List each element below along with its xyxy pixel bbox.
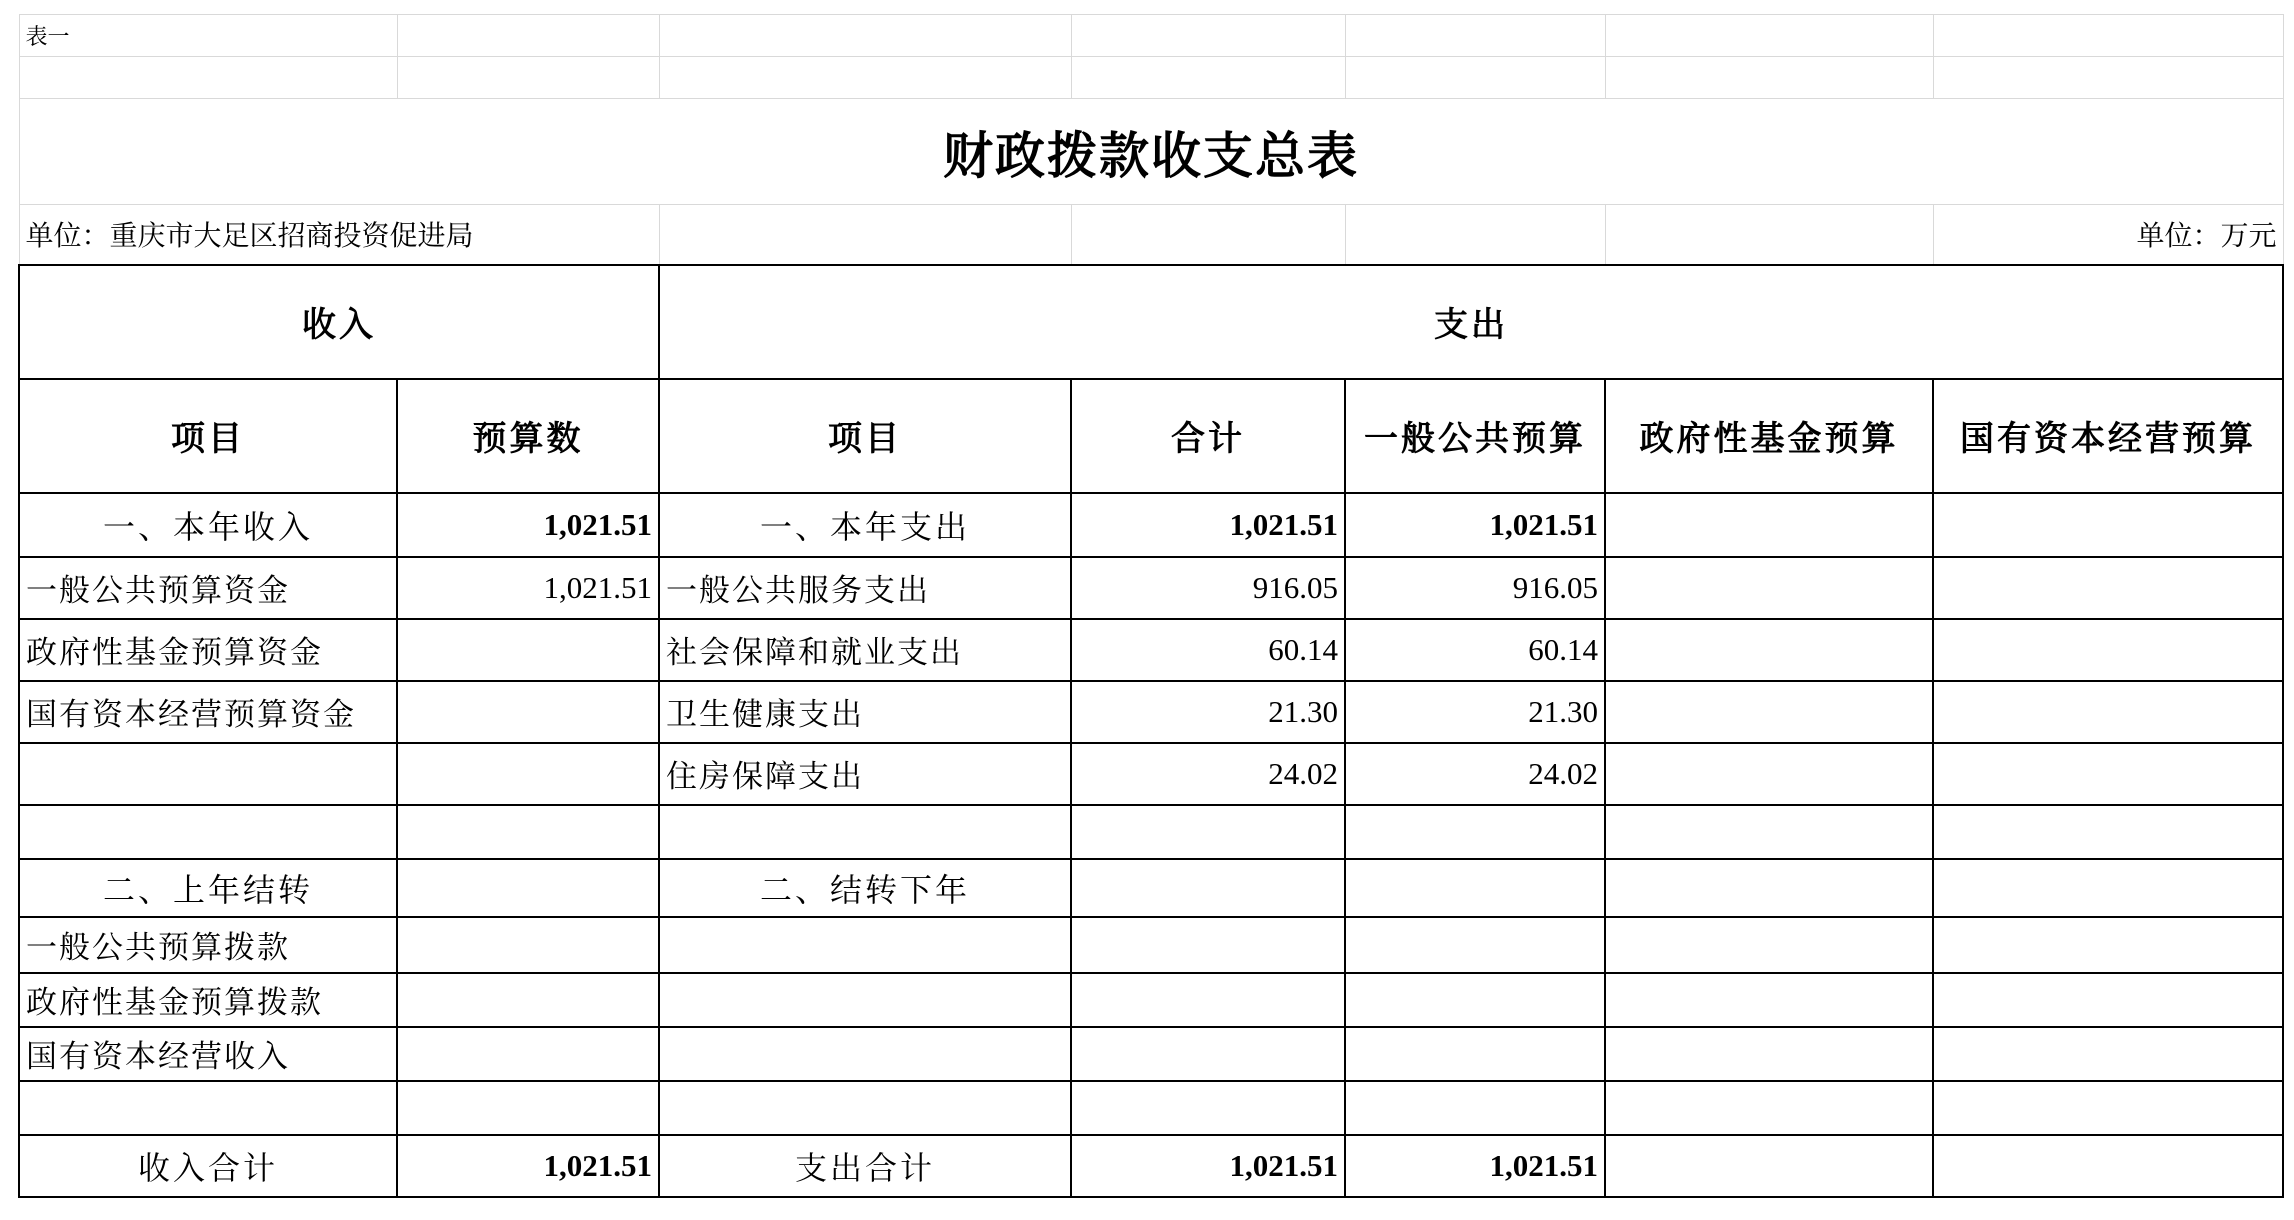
- income-budget: [397, 619, 659, 681]
- expense-total: [1071, 917, 1345, 973]
- total-row: [19, 1135, 2283, 1197]
- expense-state-capital: [1933, 973, 2283, 1027]
- expense-general: 916.05: [1345, 557, 1605, 619]
- table-row: [19, 743, 2283, 805]
- expense-gov-fund: [1605, 805, 1933, 859]
- expense-state-capital: [1933, 743, 2283, 805]
- col-header-expense-item: 项目: [659, 379, 1071, 493]
- income-header: 收入: [19, 265, 659, 379]
- income-budget: [397, 973, 659, 1027]
- table-row: [19, 1081, 2283, 1135]
- expense-item: 住房保障支出: [659, 743, 1071, 805]
- expense-state-capital: [1933, 557, 2283, 619]
- table-row: [19, 619, 2283, 681]
- table-row: [19, 1027, 2283, 1081]
- expense-gov-fund: [1605, 1081, 1933, 1135]
- expense-gov-fund: [1605, 557, 1933, 619]
- expense-general: [1345, 973, 1605, 1027]
- expense-total: [1071, 973, 1345, 1027]
- col-header-gov-fund: 政府性基金预算: [1605, 379, 1933, 493]
- expense-item: 社会保障和就业支出: [659, 619, 1071, 681]
- expense-total-label: 支出合计: [659, 1135, 1071, 1197]
- expense-state-capital: [1933, 681, 2283, 743]
- income-budget: [397, 917, 659, 973]
- expense-state-capital: [1933, 619, 2283, 681]
- expense-item: 卫生健康支出: [659, 681, 1071, 743]
- expense-state-capital: [1933, 859, 2283, 917]
- expense-gov-fund: [1605, 973, 1933, 1027]
- income-budget: 1,021.51: [397, 493, 659, 557]
- income-item: 一般公共预算拨款: [19, 917, 397, 973]
- income-item: 国有资本经营收入: [19, 1027, 397, 1081]
- expense-gov-fund: [1605, 1027, 1933, 1081]
- col-header-total: 合计: [1071, 379, 1345, 493]
- table-row: [19, 681, 2283, 743]
- sheet-tag: 表一: [19, 15, 397, 57]
- income-item: 政府性基金预算拨款: [19, 973, 397, 1027]
- income-budget: [397, 681, 659, 743]
- expense-total: [1071, 859, 1345, 917]
- expense-total-gov-fund: [1605, 1135, 1933, 1197]
- table-row: [19, 557, 2283, 619]
- income-item: 一、本年收入: [19, 493, 397, 557]
- expense-general: 21.30: [1345, 681, 1605, 743]
- expense-general: [1345, 1081, 1605, 1135]
- expense-item: 二、结转下年: [659, 859, 1071, 917]
- income-item: 二、上年结转: [19, 859, 397, 917]
- expense-total: 24.02: [1071, 743, 1345, 805]
- expense-item: [659, 1027, 1071, 1081]
- expense-item: 一、本年支出: [659, 493, 1071, 557]
- expense-item: [659, 917, 1071, 973]
- table-row: [19, 859, 2283, 917]
- expense-general: [1345, 859, 1605, 917]
- expense-general: [1345, 805, 1605, 859]
- expense-gov-fund: [1605, 681, 1933, 743]
- expense-total: [1071, 1081, 1345, 1135]
- expense-state-capital: [1933, 1027, 2283, 1081]
- income-item: [19, 1081, 397, 1135]
- table-row: [19, 493, 2283, 557]
- expense-gov-fund: [1605, 493, 1933, 557]
- income-total-budget: 1,021.51: [397, 1135, 659, 1197]
- table-row: [19, 805, 2283, 859]
- unit-organization: 单位：重庆市大足区招商投资促进局: [19, 205, 659, 265]
- income-budget: [397, 743, 659, 805]
- expense-item: 一般公共服务支出: [659, 557, 1071, 619]
- expense-total: 916.05: [1071, 557, 1345, 619]
- expense-general: 24.02: [1345, 743, 1605, 805]
- col-header-general-budget: 一般公共预算: [1345, 379, 1605, 493]
- expense-general: 60.14: [1345, 619, 1605, 681]
- col-header-budget: 预算数: [397, 379, 659, 493]
- income-item: 国有资本经营预算资金: [19, 681, 397, 743]
- expense-total: 60.14: [1071, 619, 1345, 681]
- income-item: [19, 743, 397, 805]
- page-title: 财政拨款收支总表: [19, 99, 2283, 205]
- expense-total: 1,021.51: [1071, 493, 1345, 557]
- expense-state-capital: [1933, 917, 2283, 973]
- expense-header: 支出: [659, 265, 2283, 379]
- table-row: [19, 973, 2283, 1027]
- income-budget: [397, 805, 659, 859]
- expense-general: 1,021.51: [1345, 493, 1605, 557]
- expense-total-state-capital: [1933, 1135, 2283, 1197]
- col-header-income-item: 项目: [19, 379, 397, 493]
- income-total-label: 收入合计: [19, 1135, 397, 1197]
- expense-gov-fund: [1605, 743, 1933, 805]
- expense-general: [1345, 917, 1605, 973]
- table-row: [19, 917, 2283, 973]
- col-header-state-capital: 国有资本经营预算: [1933, 379, 2283, 493]
- income-item: 一般公共预算资金: [19, 557, 397, 619]
- expense-gov-fund: [1605, 917, 1933, 973]
- expense-total-general: 1,021.51: [1345, 1135, 1605, 1197]
- income-budget: [397, 1081, 659, 1135]
- income-budget: [397, 1027, 659, 1081]
- income-budget: [397, 859, 659, 917]
- income-item: [19, 805, 397, 859]
- expense-gov-fund: [1605, 619, 1933, 681]
- expense-state-capital: [1933, 493, 2283, 557]
- expense-item: [659, 1081, 1071, 1135]
- expense-state-capital: [1933, 805, 2283, 859]
- expense-general: [1345, 1027, 1605, 1081]
- income-budget: 1,021.51: [397, 557, 659, 619]
- expense-total: 21.30: [1071, 681, 1345, 743]
- unit-currency: 单位：万元: [1933, 205, 2283, 265]
- budget-table: [18, 14, 2284, 1198]
- expense-total: [1071, 805, 1345, 859]
- expense-gov-fund: [1605, 859, 1933, 917]
- expense-item: [659, 805, 1071, 859]
- expense-total: [1071, 1027, 1345, 1081]
- income-item: 政府性基金预算资金: [19, 619, 397, 681]
- expense-total-sum: 1,021.51: [1071, 1135, 1345, 1197]
- expense-state-capital: [1933, 1081, 2283, 1135]
- expense-item: [659, 973, 1071, 1027]
